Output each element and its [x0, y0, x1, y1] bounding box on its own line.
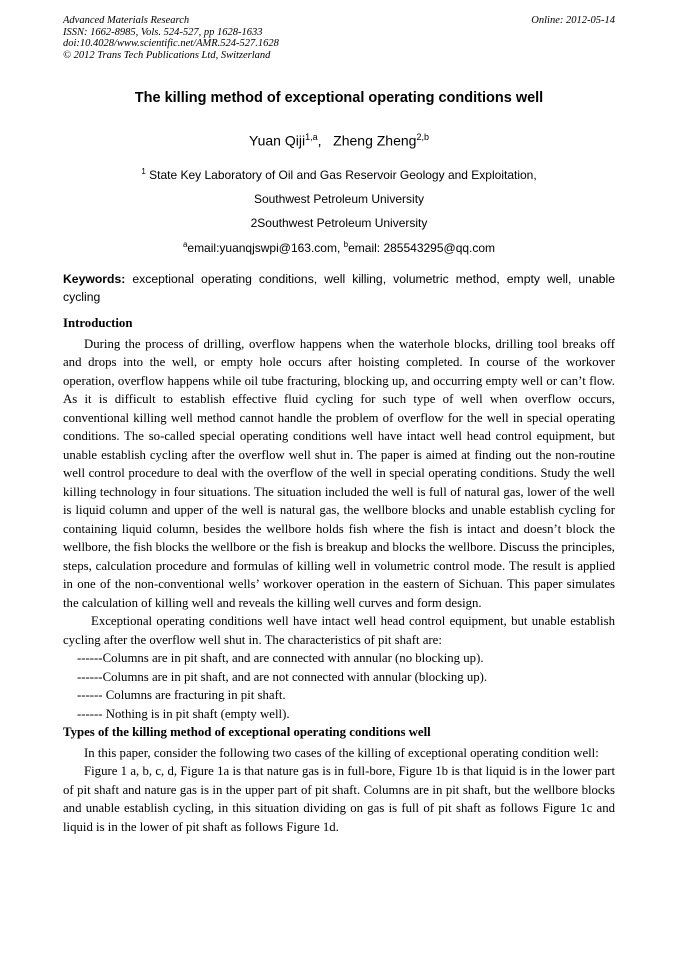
- section-heading-introduction: Introduction: [63, 316, 133, 330]
- keywords: [63, 270, 615, 306]
- email-line: [0, 240, 678, 255]
- online-date: Online: 2012-05-14: [531, 15, 615, 26]
- email-superscript: a: [182, 240, 188, 249]
- keywords-text: exceptional operating conditions, well killing, volumetric method, empty well, unable cycling: [63, 272, 615, 304]
- affiliation-text: State Key Laboratory of Oil and Gas Reservoir Geology and Exploitation,: [149, 168, 537, 182]
- keywords-label: Keywords:: [63, 272, 126, 286]
- list-item: ------ Nothing is in pit shaft (empty well).: [77, 706, 290, 721]
- journal-name: Advanced Materials Research: [63, 15, 190, 26]
- paragraph: Exceptional operating conditions well have intact well head control equipment, but unable establish cycling after the overflow well shut in. The characteristics of pit shaft are:: [63, 614, 615, 647]
- copyright-line: © 2012 Trans Tech Publications Ltd, Switzerland: [63, 49, 271, 61]
- paper-title: The killing method of exceptional operating conditions well: [134, 90, 544, 106]
- issn-line: ISSN: 1662-8985, Vols. 524-527, pp 1628-1633: [63, 26, 263, 38]
- author-superscript: 2,b: [416, 132, 429, 142]
- section-heading-types: Types of the killing method of exceptional operating conditions well: [63, 725, 431, 739]
- author-name: Yuan Qiji: [249, 132, 306, 149]
- affiliation-superscript: 1: [141, 167, 146, 176]
- paper-body: [63, 314, 615, 836]
- email-b: email: 285543295@qq.com: [348, 241, 496, 255]
- paragraph: During the process of drilling, overflow happens when the waterhole blocks, drilling tool breaks off and drops into the well, or empty hole occurs after hoisting completed. In course of the workover operation, overflow happens while oil tube fracturing, blocking up, and occurring empty well or can’t flow. As it is difficult to establish effective fluid cycling for such type of well when overflow occurs, conventional killing well method cannot handle the problem of overflow for the well in special operating conditions. The so-called special operating conditions well have intact well head control equipment, but unable establish cycling after the overflow well shut in. The paper is aimed at finding out the non-routine well control procedure to deal with the overflow of the well in special operating conditions. Study the well killing technology in four situations. The situation included the well is full of natural gas, lower of the well is liquid column and upper of the well is natural gas, the wellbore blocks and unable establish cycling for containing liquid column, besides the wellbore holds fish where the fish is intact and doesn’t block the wellbore, the fish blocks the wellbore or the fish is breakup and blocks the wellbore. Discuss the principles, steps, calculation procedure and formulas of killing well in volumetric control mode. The result is applied in one of the non-conventional wells’ workover operation in the eastern of Sichuan. This paper simulates the calculation of killing well and reveals the killing well curves and form design.: [63, 336, 615, 610]
- author-superscript: 1,a: [305, 132, 318, 142]
- affiliation-1-line1: [0, 167, 678, 182]
- list-item: ------Columns are in pit shaft, and are not connected with annular (blocking up).: [77, 669, 488, 684]
- email-superscript: b: [343, 240, 349, 249]
- affiliation-2: 2Southwest Petroleum University: [250, 216, 428, 230]
- affiliation-1-line2: Southwest Petroleum University: [253, 192, 425, 206]
- doi-line: doi:10.4028/www.scientific.net/AMR.524-527.1628: [63, 38, 279, 49]
- running-header: [63, 15, 615, 61]
- paragraph: Figure 1 a, b, c, d, Figure 1a is that nature gas is in full-bore, Figure 1b is that liquid is in the lower part of pit shaft and nature gas is in the upper part of pit shaft. Columns are in pit shaft, but the wellbore blocks and unable establish cycling, in this situation dividing on gas is full of pit shaft as follows Figure 1c and liquid is in the lower of pit shaft as follows Figure 1d.: [63, 764, 615, 834]
- email-a: email:yuanqjswpi@163.com,: [187, 241, 341, 255]
- paragraph: In this paper, consider the following two cases of the killing of exceptional operating condition well:: [84, 745, 599, 760]
- author-list: Yuan Qiji$^{1,a}$, Zheng Zheng$^{2,b}$: [249, 132, 429, 149]
- list-item: ------ Columns are fracturing in pit shaft.: [77, 688, 286, 702]
- list-item: ------Columns are in pit shaft, and are connected with annular (no blocking up).: [77, 651, 484, 665]
- author-name: Zheng Zheng: [333, 132, 417, 149]
